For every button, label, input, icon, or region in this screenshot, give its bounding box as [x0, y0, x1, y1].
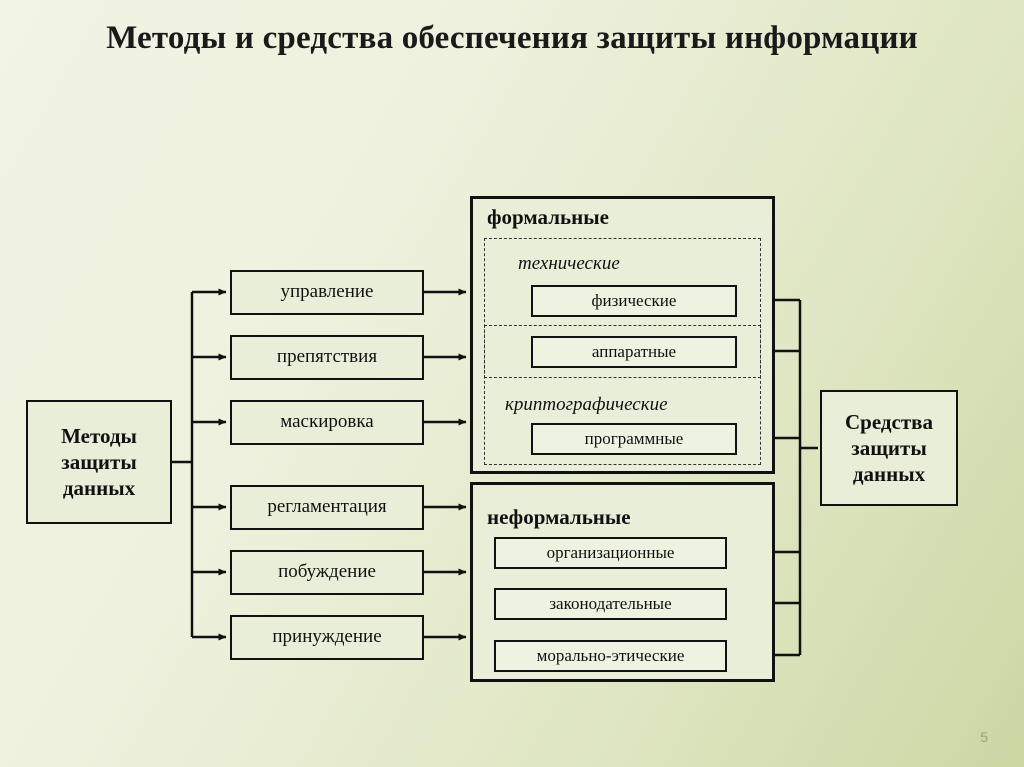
- inner-node-label: организационные: [546, 543, 675, 562]
- inner-node-label: морально-этические: [536, 646, 685, 665]
- means-node-sredstva[interactable]: [820, 390, 958, 506]
- method-node-reglamentaciya[interactable]: [230, 485, 424, 530]
- method-label: препятствия: [276, 346, 378, 368]
- informal-item-organizacionnye[interactable]: [494, 537, 727, 569]
- method-node-prepyatstviya[interactable]: [230, 335, 424, 380]
- root-node-line-2: защиты: [61, 449, 137, 474]
- method-label: побуждение: [278, 561, 376, 583]
- root-node-line-3: данных: [62, 476, 136, 501]
- subgroup-technical-label: технические: [518, 253, 620, 274]
- page-title: Методы и средства обеспечения защиты информации: [106, 20, 918, 56]
- root-node-line-1: Методы: [61, 423, 137, 448]
- method-label: регламентация: [267, 496, 387, 518]
- inner-node-label: физические: [591, 291, 677, 310]
- method-label: маскировка: [280, 411, 374, 433]
- means-node-line-2: защиты: [851, 435, 927, 460]
- formal-item-fizicheskie[interactable]: [531, 285, 737, 317]
- inner-node-label: программные: [584, 429, 684, 448]
- method-label: принуждение: [272, 626, 382, 648]
- inner-node-label: аппаратные: [591, 342, 677, 361]
- method-node-upravlenie[interactable]: [230, 270, 424, 315]
- means-node-line-1: Средства: [845, 409, 933, 434]
- informal-item-moralno-eticheskie[interactable]: [494, 640, 727, 672]
- inner-node-label: законодательные: [549, 594, 672, 613]
- method-node-prinuzhdenie[interactable]: [230, 615, 424, 660]
- formal-item-programmnye[interactable]: [531, 423, 737, 455]
- method-node-pobuzhdenie[interactable]: [230, 550, 424, 595]
- means-node-line-3: данных: [852, 462, 926, 487]
- group-formal-title: формальные: [487, 205, 609, 229]
- root-node-methods[interactable]: [26, 400, 172, 524]
- method-node-maskirovka[interactable]: [230, 400, 424, 445]
- page-number: 5: [980, 729, 988, 745]
- method-label: управление: [280, 281, 374, 303]
- group-informal-title: неформальные: [487, 505, 631, 529]
- informal-item-zakonodatelnye[interactable]: [494, 588, 727, 620]
- subgroup-cryptographic-label: криптографические: [505, 394, 668, 415]
